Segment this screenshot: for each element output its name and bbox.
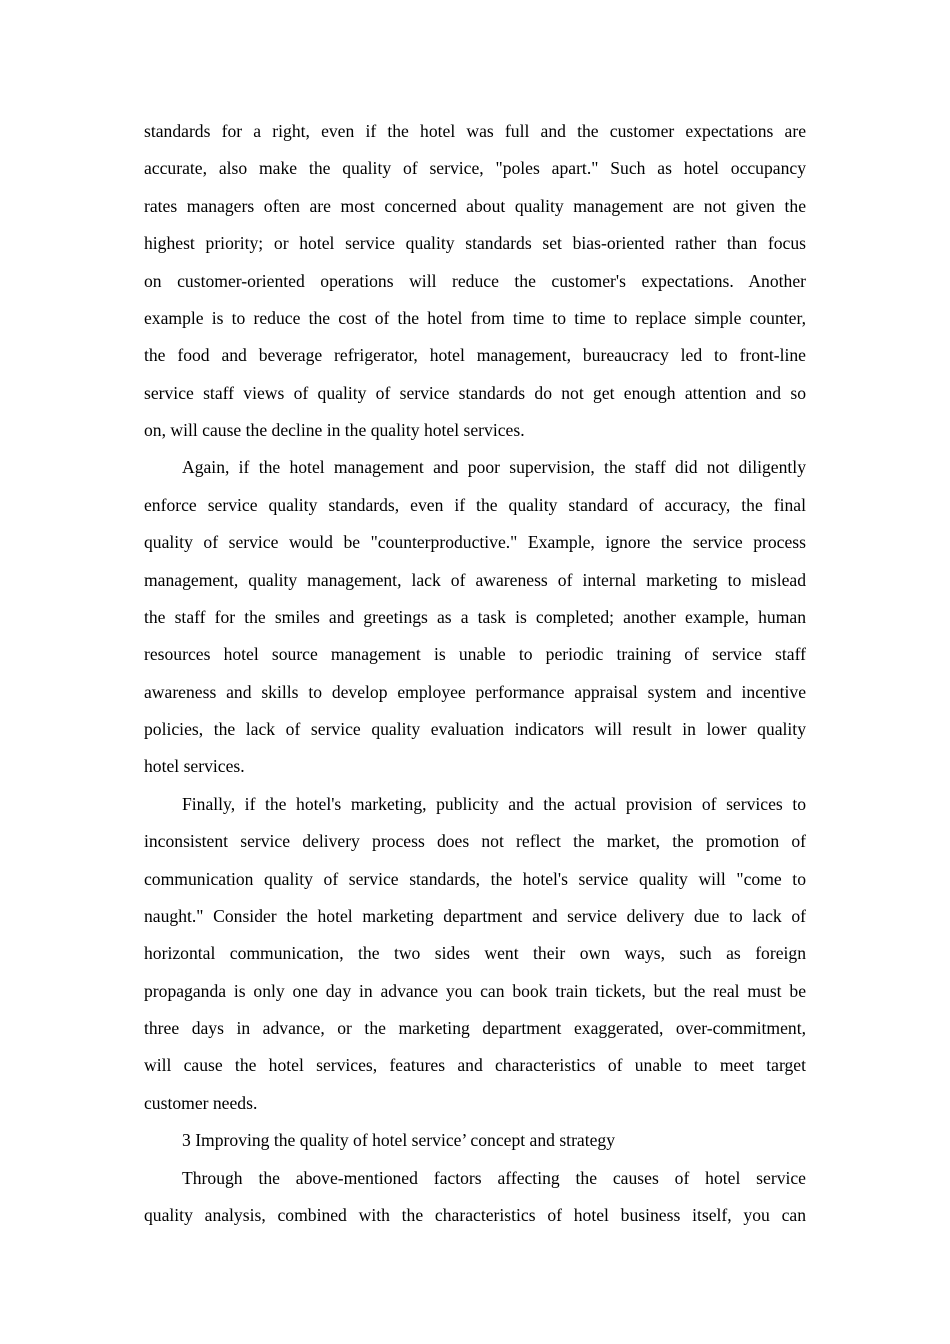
- text-line: accurate, also make the quality of service, "poles apart." Such as hotel occupancy: [144, 158, 806, 179]
- text-line: example is to reduce the cost of the hotel from time to time to replace simple counter,: [144, 307, 806, 328]
- section-heading-text: 3 Improving the quality of hotel service’ concept and strategy: [182, 1130, 616, 1151]
- text-line: quality of service would be "counterproductive." Example, ignore the service process: [144, 532, 806, 553]
- text-line: awareness and skills to develop employee performance appraisal system and incentive: [144, 681, 806, 702]
- text-line: on customer-oriented operations will reduce the customer's expectations. Another: [144, 270, 806, 291]
- text-line: Again, if the hotel management and poor supervision, the staff did not diligently: [182, 457, 806, 478]
- text-line: naught." Consider the hotel marketing department and service delivery due to lack of: [144, 905, 806, 926]
- text-line: propaganda is only one day in advance you can book train tickets, but the real must be: [144, 980, 806, 1001]
- text-line: highest priority; or hotel service quality standards set bias-oriented rather than focus: [144, 233, 806, 254]
- text-line: rates managers often are most concerned about quality management are not given the: [144, 195, 806, 216]
- text-line: customer needs.: [144, 1092, 258, 1113]
- paragraph-4: [144, 1160, 806, 1235]
- text-line: on, will cause the decline in the quality hotel services.: [144, 420, 525, 440]
- text-line: Through the above-mentioned factors affecting the causes of hotel service: [182, 1167, 806, 1188]
- section-heading: [144, 1122, 806, 1159]
- text-line: three days in advance, or the marketing department exaggerated, over-commitment,: [144, 1018, 806, 1038]
- text-line: quality analysis, combined with the characteristics of hotel business itself, you can: [144, 1204, 806, 1225]
- text-line: the food and beverage refrigerator, hotel management, bureaucracy led to front-line: [144, 345, 806, 366]
- body-text: [144, 113, 806, 1234]
- paragraph-1: [144, 113, 806, 449]
- text-line: service staff views of quality of service standards do not get enough attention and so: [144, 382, 806, 403]
- text-line: Finally, if the hotel's marketing, publicity and the actual provision of services to: [182, 793, 806, 814]
- paragraph-2: [144, 449, 806, 785]
- text-line: communication quality of service standards, the hotel's service quality will "come to: [144, 868, 806, 889]
- text-line: management, quality management, lack of awareness of internal marketing to mislead: [144, 569, 806, 590]
- text-line: enforce service quality standards, even if the quality standard of accuracy, the final: [144, 494, 806, 515]
- text-line: resources hotel source management is unable to periodic training of service staff: [144, 644, 806, 665]
- text-line: will cause the hotel services, features and characteristics of unable to meet target: [144, 1055, 806, 1076]
- text-line: horizontal communication, the two sides went their own ways, such as foreign: [144, 943, 806, 964]
- text-line: inconsistent service delivery process does not reflect the market, the promotion of: [144, 831, 806, 852]
- paragraph-3: [144, 786, 806, 1122]
- text-line: hotel services.: [144, 756, 245, 777]
- text-line: standards for a right, even if the hotel was full and the customer expectations are: [144, 121, 806, 141]
- text-line: policies, the lack of service quality evaluation indicators will result in lower quality: [144, 719, 806, 739]
- text-line: the staff for the smiles and greetings as a task is completed; another example, human: [144, 606, 806, 627]
